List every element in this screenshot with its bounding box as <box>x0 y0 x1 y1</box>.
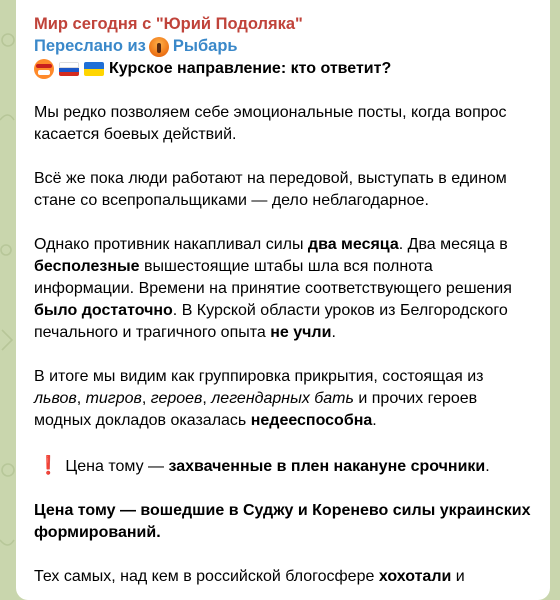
paragraph-5: ❗ Цена тому — захваченные в плен накануне срочники. <box>37 455 490 475</box>
ukraine-flag-icon <box>84 62 104 76</box>
message-headline <box>34 58 532 80</box>
paragraph-4: В итоге мы видим как группировка прикрытия, состоящая из львов, тигров, героев, легендарных бать и прочих героев модных докладов оказалась недееспособна. <box>34 368 484 429</box>
angry-face-emoji-icon <box>34 59 54 79</box>
russia-flag-icon <box>59 62 79 76</box>
forwarded-source-link[interactable]: Рыбарь <box>172 37 238 55</box>
message-bubble <box>16 0 550 600</box>
paragraph-7: Тех самых, над кем в российской блогосфере хохотали и <box>34 568 465 585</box>
channel-avatar-icon[interactable] <box>149 37 169 57</box>
paragraph-2: Всё же пока люди работают на передовой, выступать в едином стане со всепропальщиками — дело неблагодарное. <box>34 170 507 209</box>
paragraph-3: Однако противник накапливал силы два месяца. Два месяца в бесполезные вышестоящие штабы шла вся полнота информации. Времени на принятие соответствующего решения было достаточно. В Курской области уроков из Белгородского печального и трагичного опыта не учли. <box>34 236 512 341</box>
exclamation-icon: ❗ <box>37 455 60 475</box>
forwarded-header <box>34 35 532 58</box>
sender-name[interactable]: Мир сегодня с "Юрий Подоляка" <box>34 15 303 33</box>
headline-text: Курское направление: кто ответит? <box>109 60 392 77</box>
paragraph-1: Мы редко позволяем себе эмоциональные посты, когда вопрос касается боевых действий. <box>34 104 507 143</box>
forwarded-prefix: Переслано из <box>34 37 146 55</box>
paragraph-6: Цена тому — вошедшие в Суджу и Коренево силы украинских формирований. <box>34 502 531 541</box>
